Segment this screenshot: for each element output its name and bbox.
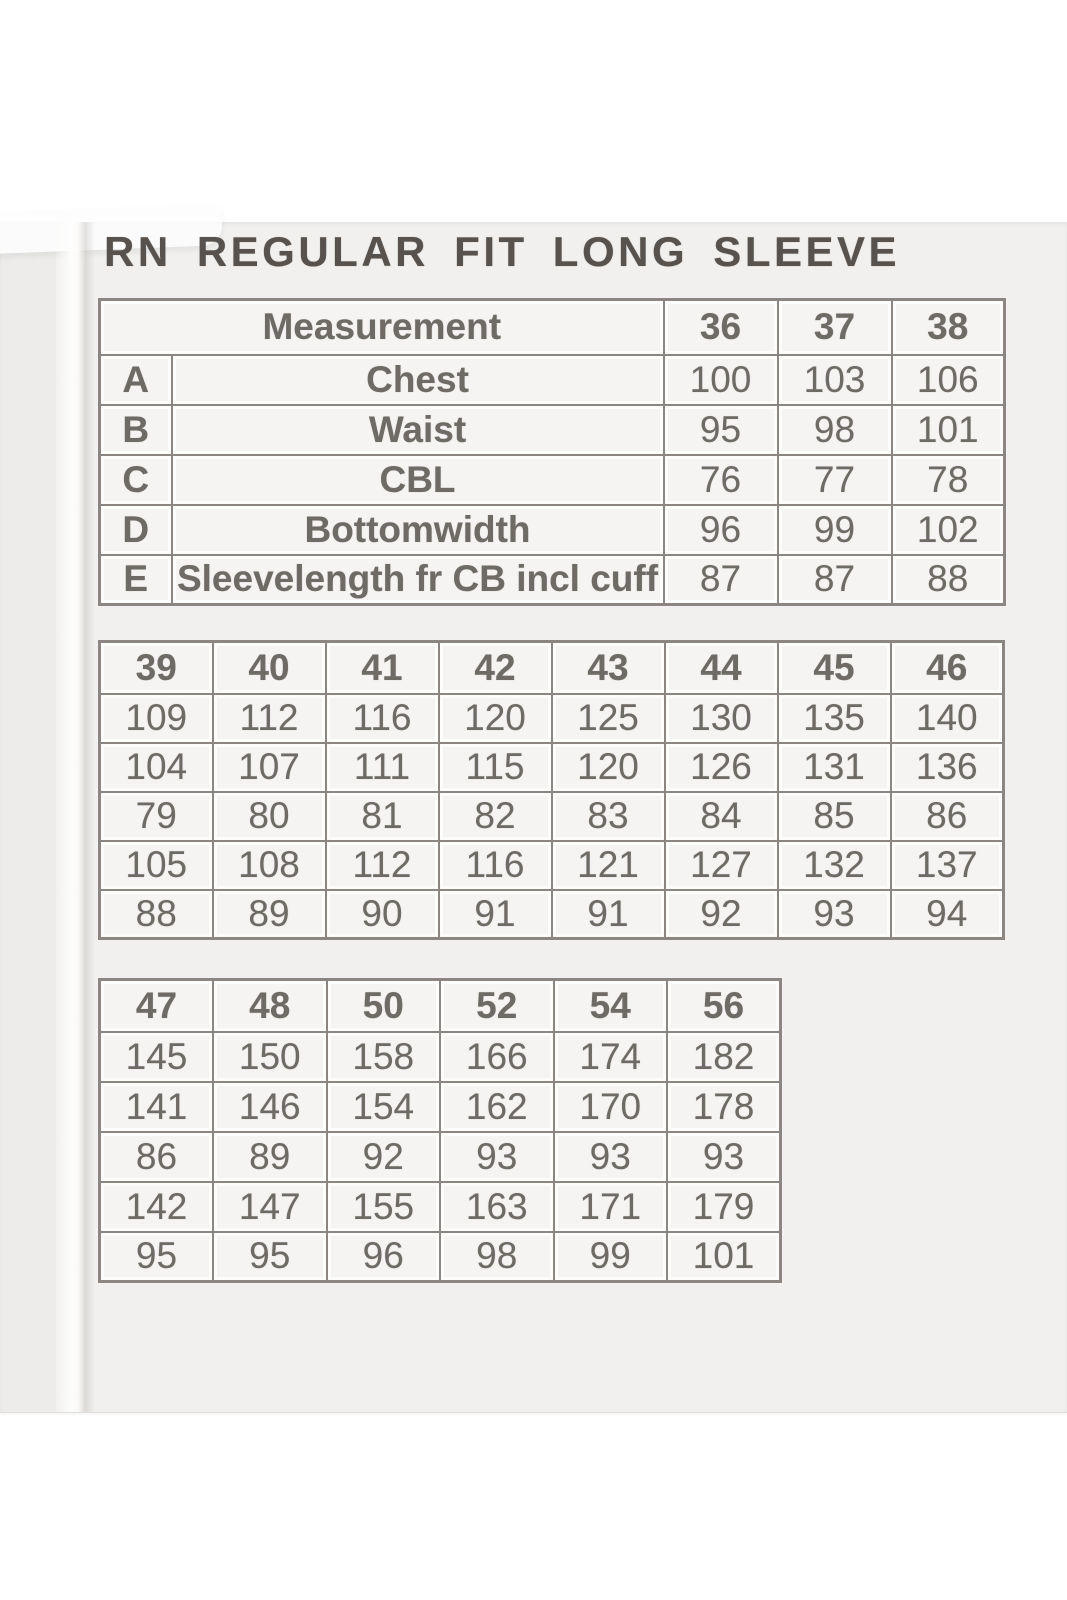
measurement-value-cell: 89	[213, 890, 326, 939]
measurement-value-cell: 112	[326, 841, 439, 890]
measurement-value-cell: 163	[440, 1182, 554, 1232]
size-header-cell: 39	[100, 642, 213, 694]
garment-size-label	[0, 222, 1067, 1413]
measurement-value-cell: 145	[100, 1032, 214, 1082]
values-row	[100, 1182, 781, 1232]
size-header-cell: 45	[778, 642, 891, 694]
measurement-value-cell: 86	[100, 1132, 214, 1182]
values-row	[100, 841, 1004, 890]
measurement-value-cell: 107	[213, 743, 326, 792]
measurement-value-cell: 178	[667, 1082, 781, 1132]
measurement-letter-cell: C	[100, 455, 172, 505]
size-header-cell: 56	[667, 980, 781, 1032]
measurement-value-cell: 126	[665, 743, 778, 792]
measurement-value-cell: 137	[891, 841, 1004, 890]
measurement-value-cell: 92	[665, 890, 778, 939]
measurement-value-cell: 141	[100, 1082, 214, 1132]
measurement-value-cell: 111	[326, 743, 439, 792]
measurement-value-cell: 130	[665, 694, 778, 743]
measurement-value-cell: 132	[778, 841, 891, 890]
measurement-value-cell: 88	[892, 555, 1005, 605]
measurement-value-cell: 93	[440, 1132, 554, 1182]
measurement-letter-cell: A	[100, 355, 172, 405]
measurement-value-cell: 131	[778, 743, 891, 792]
measurement-value-cell: 115	[439, 743, 552, 792]
measurement-value-cell: 171	[554, 1182, 668, 1232]
measurement-value-cell: 95	[213, 1232, 327, 1282]
measurement-value-cell: 90	[326, 890, 439, 939]
size-header-cell: 54	[554, 980, 668, 1032]
measurement-value-cell: 93	[667, 1132, 781, 1182]
measurement-value-cell: 99	[778, 505, 892, 555]
measurement-value-cell: 108	[213, 841, 326, 890]
measurement-row	[100, 555, 1005, 605]
measurement-value-cell: 147	[213, 1182, 327, 1232]
measurement-name-cell: Bottomwidth	[172, 505, 664, 555]
measurement-value-cell: 182	[667, 1032, 781, 1082]
size-header-cell: 36	[664, 300, 778, 355]
measurement-value-cell: 78	[892, 455, 1005, 505]
values-row	[100, 1232, 781, 1282]
measurement-name-cell: Chest	[172, 355, 664, 405]
measurement-value-cell: 91	[439, 890, 552, 939]
measurement-value-cell: 93	[554, 1132, 668, 1182]
measurement-value-cell: 142	[100, 1182, 214, 1232]
measurement-value-cell: 166	[440, 1032, 554, 1082]
measurement-value-cell: 174	[554, 1032, 668, 1082]
size-header-cell: 48	[213, 980, 327, 1032]
measurement-value-cell: 154	[327, 1082, 441, 1132]
measurement-value-cell: 79	[100, 792, 213, 841]
measurement-value-cell: 86	[891, 792, 1004, 841]
size-header-cell: 52	[440, 980, 554, 1032]
measurement-value-cell: 103	[778, 355, 892, 405]
measurement-value-cell: 116	[326, 694, 439, 743]
measurement-value-cell: 158	[327, 1032, 441, 1082]
measurement-letter-cell: B	[100, 405, 172, 455]
measurement-value-cell: 87	[778, 555, 892, 605]
measurement-value-cell: 136	[891, 743, 1004, 792]
measurement-value-cell: 91	[552, 890, 665, 939]
size-header-cell: 40	[213, 642, 326, 694]
measurement-value-cell: 100	[664, 355, 778, 405]
values-row	[100, 1082, 781, 1132]
size-header-cell: 46	[891, 642, 1004, 694]
measurement-value-cell: 104	[100, 743, 213, 792]
measurement-value-cell: 92	[327, 1132, 441, 1182]
size-header-cell: 42	[439, 642, 552, 694]
measurement-value-cell: 120	[439, 694, 552, 743]
size-table-measurements-36-38	[98, 298, 1006, 606]
size-header-cell: 50	[327, 980, 441, 1032]
size-header-row	[100, 642, 1004, 694]
measurement-value-cell: 120	[552, 743, 665, 792]
size-header-cell: 44	[665, 642, 778, 694]
measurement-value-cell: 127	[665, 841, 778, 890]
measurement-value-cell: 93	[778, 890, 891, 939]
measurement-value-cell: 101	[667, 1232, 781, 1282]
values-row	[100, 694, 1004, 743]
measurement-name-cell: Sleevelength fr CB incl cuff	[172, 555, 664, 605]
size-header-cell: 37	[778, 300, 892, 355]
measurement-value-cell: 94	[891, 890, 1004, 939]
measurement-value-cell: 135	[778, 694, 891, 743]
measurement-value-cell: 140	[891, 694, 1004, 743]
measurement-value-cell: 96	[327, 1232, 441, 1282]
size-table-47-56	[98, 978, 782, 1283]
measurement-value-cell: 84	[665, 792, 778, 841]
measurement-value-cell: 76	[664, 455, 778, 505]
values-row	[100, 1032, 781, 1082]
values-row	[100, 890, 1004, 939]
measurement-header-cell: Measurement	[100, 300, 664, 355]
measurement-value-cell: 170	[554, 1082, 668, 1132]
measurement-value-cell: 95	[664, 405, 778, 455]
measurement-value-cell: 125	[552, 694, 665, 743]
measurement-row	[100, 355, 1005, 405]
measurement-value-cell: 81	[326, 792, 439, 841]
measurement-value-cell: 112	[213, 694, 326, 743]
measurement-value-cell: 150	[213, 1032, 327, 1082]
measurement-value-cell: 98	[778, 405, 892, 455]
measurement-value-cell: 162	[440, 1082, 554, 1132]
measurement-value-cell: 109	[100, 694, 213, 743]
measurement-row	[100, 505, 1005, 555]
measurement-value-cell: 102	[892, 505, 1005, 555]
measurement-value-cell: 87	[664, 555, 778, 605]
values-row	[100, 743, 1004, 792]
size-header-row	[100, 300, 1005, 355]
size-chart-title: RN REGULAR FIT LONG SLEEVE	[104, 228, 901, 275]
values-row	[100, 1132, 781, 1182]
size-header-cell: 43	[552, 642, 665, 694]
measurement-value-cell: 83	[552, 792, 665, 841]
measurement-value-cell: 106	[892, 355, 1005, 405]
measurement-value-cell: 146	[213, 1082, 327, 1132]
measurement-letter-cell: E	[100, 555, 172, 605]
measurement-value-cell: 99	[554, 1232, 668, 1282]
measurement-name-cell: CBL	[172, 455, 664, 505]
values-row	[100, 792, 1004, 841]
measurement-value-cell: 98	[440, 1232, 554, 1282]
measurement-value-cell: 179	[667, 1182, 781, 1232]
measurement-value-cell: 77	[778, 455, 892, 505]
size-table-39-46	[98, 640, 1005, 940]
measurement-value-cell: 95	[100, 1232, 214, 1282]
measurement-value-cell: 121	[552, 841, 665, 890]
measurement-value-cell: 85	[778, 792, 891, 841]
size-header-cell: 38	[892, 300, 1005, 355]
measurement-value-cell: 89	[213, 1132, 327, 1182]
size-header-row	[100, 980, 781, 1032]
measurement-row	[100, 405, 1005, 455]
size-header-cell: 41	[326, 642, 439, 694]
measurement-value-cell: 96	[664, 505, 778, 555]
measurement-value-cell: 82	[439, 792, 552, 841]
measurement-value-cell: 88	[100, 890, 213, 939]
measurement-value-cell: 101	[892, 405, 1005, 455]
measurement-value-cell: 80	[213, 792, 326, 841]
measurement-name-cell: Waist	[172, 405, 664, 455]
size-header-cell: 47	[100, 980, 214, 1032]
measurement-letter-cell: D	[100, 505, 172, 555]
measurement-row	[100, 455, 1005, 505]
measurement-value-cell: 105	[100, 841, 213, 890]
measurement-value-cell: 116	[439, 841, 552, 890]
measurement-value-cell: 155	[327, 1182, 441, 1232]
label-crease	[55, 222, 95, 1412]
